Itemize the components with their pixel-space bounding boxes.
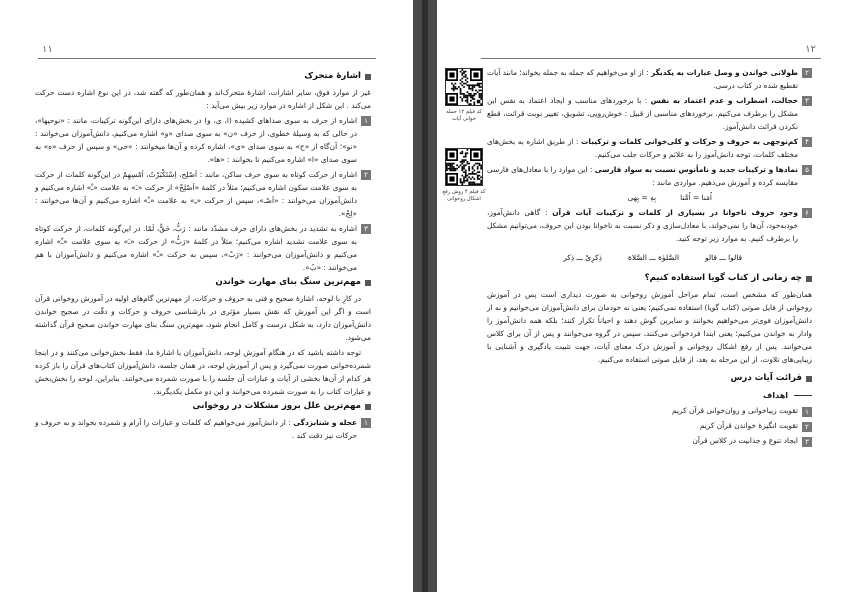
list-item: ۳ اشاره به تشدید در بخش‌های دارای حرف مشدّد مانند : رَبُّ، حَقٌّ، لَمّا. در این‌گونه کلمات، از حرکت کوتاه به سوی علامت تشدید اشاره می‌کنیم؛ مثلاً در کلمهٔ «رَبُّ» از حرکت «ـَ» به سوی علامت «ـّ» اشاره می‌کنیم و دانش‌آموزان می‌خوانند : «رَبْ»، سپس به حرکت «ـُ» اشاره می‌کنیم و دانش‌آموزان با هم می‌خوانند : «بُ». (35, 222, 371, 274)
list-item: ۶ وجود حروف ناخوانا در بسیاری از کلمات و ترکیبات آیات قرآن : گاهی دانش‌آموز، خودبه‌خود، آن‌ها را نمی‌خواند، با معادل‌سازی و ذکر نسبت به ناخوانا بودن این حروف، می‌توانیم مشکل را برطرف کنیم. به موارد زیر توجه کنید. (487, 206, 812, 245)
paragraph: توجه داشته باشید که در هنگام آموزش لوحه، دانش‌آموزان با اشارهٔ ما، فقط بخش‌خوانی می‌کنند و در اینجا شمرده‌خوانی صورت نمی‌گیرد و پس از آموزش لوحه، در همان جلسه، دانش‌آموزان کتاب‌های قرآن را باز کرده هر کدام از آن‌ها بخشی از آیات و عبارات آن جلسه را با صورت شمرده می‌خوانند. بنابراین، لوحه را بخش‌بخش و عبارات کتاب را به صورت شمرده می‌خوانند و این دو مکمل یکدیگرند. (35, 348, 371, 396)
goal-item: ۲ تقویت انگیزهٔ خواندن قرآن کریم (487, 419, 812, 432)
goal-item: ۱ تقویت زیباخوانی و روان‌خوانی قرآن کریم (487, 404, 812, 417)
example-word: الصَّلوٰة ـــ الصَّلاة (627, 253, 680, 262)
square-bullet-icon (365, 280, 371, 286)
example-word: ذِکرِیْ ـــ ذِکر (563, 253, 602, 262)
example-word: قالوا ـــ قالو (705, 253, 742, 262)
list-item: ۱ اشاره از حرف به سوی صداهای کشیده (ا، ی، و) در بخش‌های دارای این‌گونه ترکیبات، مانند : «نوحیها»، در حالی که به وسیلهٔ خطوی، از حرف «ن» به سوی صدای «و» اشاره می‌کنیم، دانش‌آموزان می‌خوانند : «نو»؛ آن‌گاه از «ح» به سوی صدای «ی»، اشاره کرده و آن‌ها میخوانند : «حی» و سپس از حرف «ه» به سوی صدای «ا» اشاره می‌کنیم تا بخوانند : «ها». (35, 114, 371, 166)
paragraph: همان‌طور که مشخص است، تمام مراحل آموزش روخوانی به صورت دیداری است پس در آموزش روخوانی از فایل صوتی (کتاب گویا) استفاده نمی‌کنیم؛ یعنی نه خودمان برای دانش‌آموزان می‌خوانیم و نه از دانش‌آموزان فوی‌تر می‌خواهیم بخوانند و سایرین گوش دهند و احیاناً تکرار کنند؛ بلکه همه دانش‌آموز را وادار به خواندن می‌کنیم؛ یعنی ابتدا فردخوانی می‌کنند، سپس در گروه می‌خوانند و پس از آن برای کلاس می‌خوانند. پس از رفع اشکال روخوانی و آموزش درک معنای آیات، جهت تثبیت یادگیری و آشنایی با زیبایی‌های تلاوت، از این مرحله به بعد، از فایل صوتی استفاده می‌کنیم. (487, 290, 812, 364)
list-item: ۴ کم‌توجهی به حروف و حرکات و کلی‌خوانی کلمات و ترکیبات : از طریق اشاره به بخش‌های مختلف کلمات، توجه دانش‌آموز را به علائم و حرکات جلب می‌کنیم. (487, 135, 812, 161)
right-text-column (487, 66, 812, 449)
book-spine (413, 0, 437, 592)
square-bullet-icon (806, 376, 812, 382)
number-badge: ۳ (802, 96, 812, 106)
number-badge: ۳ (802, 437, 812, 447)
left-text-column (35, 68, 371, 444)
number-badge: ۲ (802, 68, 812, 78)
number-badge: ۵ (802, 165, 812, 175)
qr-caption: کد فیلم ۱۲ جمله خوانی آیات (446, 109, 482, 122)
number-badge: ۱ (361, 418, 371, 428)
number-badge: ۴ (802, 137, 812, 147)
list-item: ۲ طولانی خواندن و وصل عبارات به یکدیگر : از او می‌خواهیم که جمله به جمله بخواند؛ مانند آیات تقطیع شده در کتاب درسی. (487, 66, 812, 92)
square-bullet-icon (806, 276, 812, 282)
equation: بِهِ = بِهی (627, 193, 657, 202)
qr-caption: کد فیلم ۴ روش رفع اشکال روخوانی (442, 189, 486, 202)
page-number: ۱۲ (805, 44, 816, 55)
qr-code[interactable] (445, 148, 483, 186)
list-item: ۳ خجالت، اضطراب و عدم اعتماد به نفس : با برخوردهای مناسب و ایجاد اعتماد به نفس این مشکل را برطرف می‌کنیم. برخوردهای مناسبی از قبیل : خوش‌رویی، تشویق، تغییر نوبت قرائت، قطع نکردن قرائت دانش‌آموز. (487, 94, 812, 133)
example-row (487, 251, 812, 264)
goal-item: ۳ ایجاد تنوع و جذابیت در کلاس قرآن (487, 434, 812, 447)
section-heading: قرائت آیات درس (487, 372, 812, 385)
number-badge: ۳ (361, 224, 371, 234)
square-bullet-icon (365, 404, 371, 410)
page-number: ۱۱ (42, 44, 53, 55)
list-item: ۵ نماد‌ها و ترکیبات جدید و نامأنوس نسبت به سواد فارسی : این موارد را با معادل‌های فارسی مقایسه کرده و آموزش می‌دهیم. مواردی مانند : (487, 163, 812, 189)
header-rule (38, 58, 376, 59)
equation-row (487, 191, 812, 204)
list-item: ۲ اشاره از حرکت کوتاه به سوی حرف ساکن، مانند : اَصْلِح، اِسْتَکْبَرْتُ، اَمْسِهِمْ در این‌گونه کلمات از حرکت به سوی علامت سکون اشاره می‌کنیم؛ مثلاً در کلمهٔ «اَصْلِحْ» از حرکت «ـَ» به علامت «ـْ» اشاره می‌کنیم و دانش‌آموزان می‌خوانند : «اَصْـ»، سپس از حرکت «ـِ» به علامت «ـْ» اشاره می‌کنیم و آن‌ها می‌خوانند : «لِحْ». (35, 168, 371, 220)
number-badge: ۱ (802, 407, 812, 417)
section-heading: مهم‌ترین علل بروز مشکلات در روخوانی (35, 400, 371, 413)
equation: اُمَنا = اُمَّنا (680, 193, 712, 202)
section-heading: مهم‌ترین سنگ بنای مهارت خواندن (35, 276, 371, 289)
number-badge: ۶ (802, 208, 812, 218)
number-badge: ۲ (361, 170, 371, 180)
paragraph: در کارِ با لوحه، اشارهٔ صحیح و فنی به حروف و حرکات، از مهم‌ترین گام‌های اولیه در آموزش روخوانی قرآن است و اگر این آموزش که نقش بسیار مؤثری در بازشناسی حروف و حرکات و دقّت در صحیح خواندن دانش‌آموزان دارد، به شکل درست و کامل انجام شود، مهم‌ترین سنگ بنای مهارت خواندن صحیح قرآن گذاشته می‌شود. (35, 294, 371, 342)
section-heading: اشارهٔ متحرک (35, 70, 371, 83)
number-badge: ۲ (802, 422, 812, 432)
left-page (0, 0, 413, 592)
section-heading: چه زمانی از کتاب گویا استفاده کنیم؟ (487, 272, 812, 285)
square-bullet-icon (365, 74, 371, 80)
right-page (437, 0, 860, 592)
goals-heading: اهداف (487, 389, 812, 402)
qr-code[interactable] (445, 68, 483, 106)
number-badge: ۱ (361, 116, 371, 126)
header-rule (481, 58, 821, 59)
list-item: ۱ عجله و شتابزدگی : از دانش‌آموز می‌خواهیم که کلمات و عبارات را آرام و شمرده بخواند و به حروف و حرکات نیز دقت کند . (35, 416, 371, 442)
paragraph: غیر از موارد فوق، سایر اشارات، اشارهٔ متحرک‌اند و همان‌طور که گفته شد، در این نوع اشاره دست حرکت می‌کند . این شکل از اشاره در موارد زیر بیش می‌آید : (35, 88, 371, 110)
